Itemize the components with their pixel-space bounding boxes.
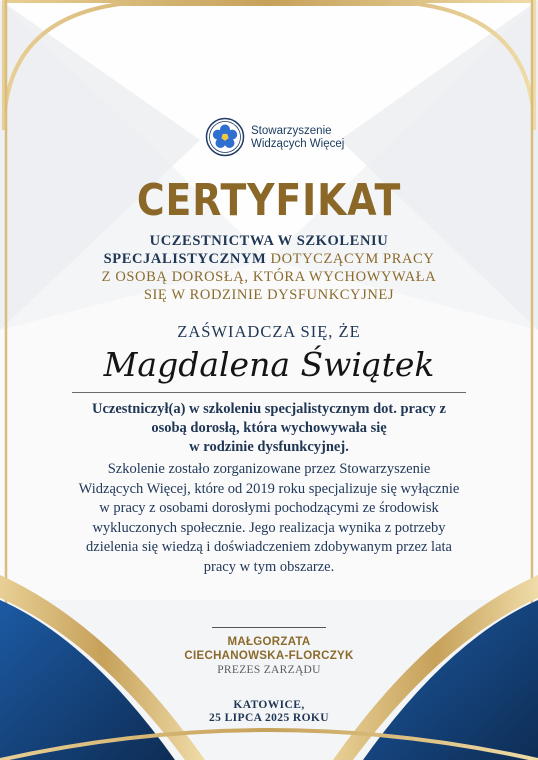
description-line: dzielenia się wiedzą i doświadczeniem zdobywanym przez lata bbox=[86, 539, 452, 555]
logo-line-2: Widzących Więcej bbox=[251, 137, 345, 150]
description-line: Szkolenie zostało zorganizowane przez Stowarzyszenie bbox=[107, 461, 431, 477]
description-line: Widzących Więcej, które od 2019 roku specjalizuje się wyłącznie bbox=[78, 480, 460, 497]
issue-date: 25 LIPCA 2025 ROKU bbox=[209, 712, 329, 724]
subtitle-line-4: SIĘ W RODZINIE DYSFUNKCYJNEJ bbox=[143, 287, 395, 303]
signatory-role: PREZES ZARZĄDU bbox=[217, 664, 321, 676]
description-line: w pracy z osobami dorosłymi pochodzącymi ze środowisk bbox=[99, 500, 439, 516]
name-underline bbox=[72, 392, 466, 393]
signatory-name bbox=[0, 635, 538, 663]
participation-statement bbox=[30, 400, 508, 457]
subtitle-line-2-bold: SPECJALISTYCZNYM bbox=[103, 251, 267, 267]
subtitle-line-3: Z OSOBĄ DOROSŁĄ, KTÓRA WYCHOWYWAŁA bbox=[101, 269, 437, 285]
subtitle-line-1: UCZESTNICTWA W SZKOLENIU bbox=[149, 233, 389, 249]
recipient-name: Magdalena Świątek bbox=[103, 345, 435, 384]
place-and-date bbox=[0, 699, 538, 725]
statement-line-1: Uczestniczył(a) w szkoleniu specjalistycznym dot. pracy z bbox=[92, 401, 446, 417]
statement-line-2: osobą dorosłą, która wychowywała się bbox=[151, 420, 387, 436]
declaration-text: ZAŚWIADCZA SIĘ, ŻE bbox=[177, 322, 361, 341]
subtitle-line-2 bbox=[20, 250, 518, 268]
place-city: KATOWICE, bbox=[233, 699, 305, 711]
organization-logo bbox=[205, 117, 355, 161]
signatory-last-name: CIECHANOWSKA-FLORCZYK bbox=[184, 650, 354, 662]
certificate-title: CERTYFIKAT bbox=[136, 175, 402, 226]
signatory-first-name: MAŁGORZATA bbox=[227, 636, 311, 648]
statement-line-3: w rodzinie dysfunkcyjnej. bbox=[189, 439, 349, 455]
subtitle-line-2-rest: DOTYCZĄCYM PRACY bbox=[266, 251, 435, 267]
logo-line-1: Stowarzyszenie bbox=[251, 125, 332, 137]
description-line: wykluczonych społecznie. Jego realizacja wynika z potrzeby bbox=[92, 519, 446, 536]
signature-line bbox=[212, 627, 326, 628]
forget-me-not-flower-icon bbox=[205, 117, 245, 157]
certificate-subtitle bbox=[20, 232, 518, 304]
training-description bbox=[36, 460, 502, 577]
description-line: pracy w tym obszarze. bbox=[203, 558, 335, 575]
